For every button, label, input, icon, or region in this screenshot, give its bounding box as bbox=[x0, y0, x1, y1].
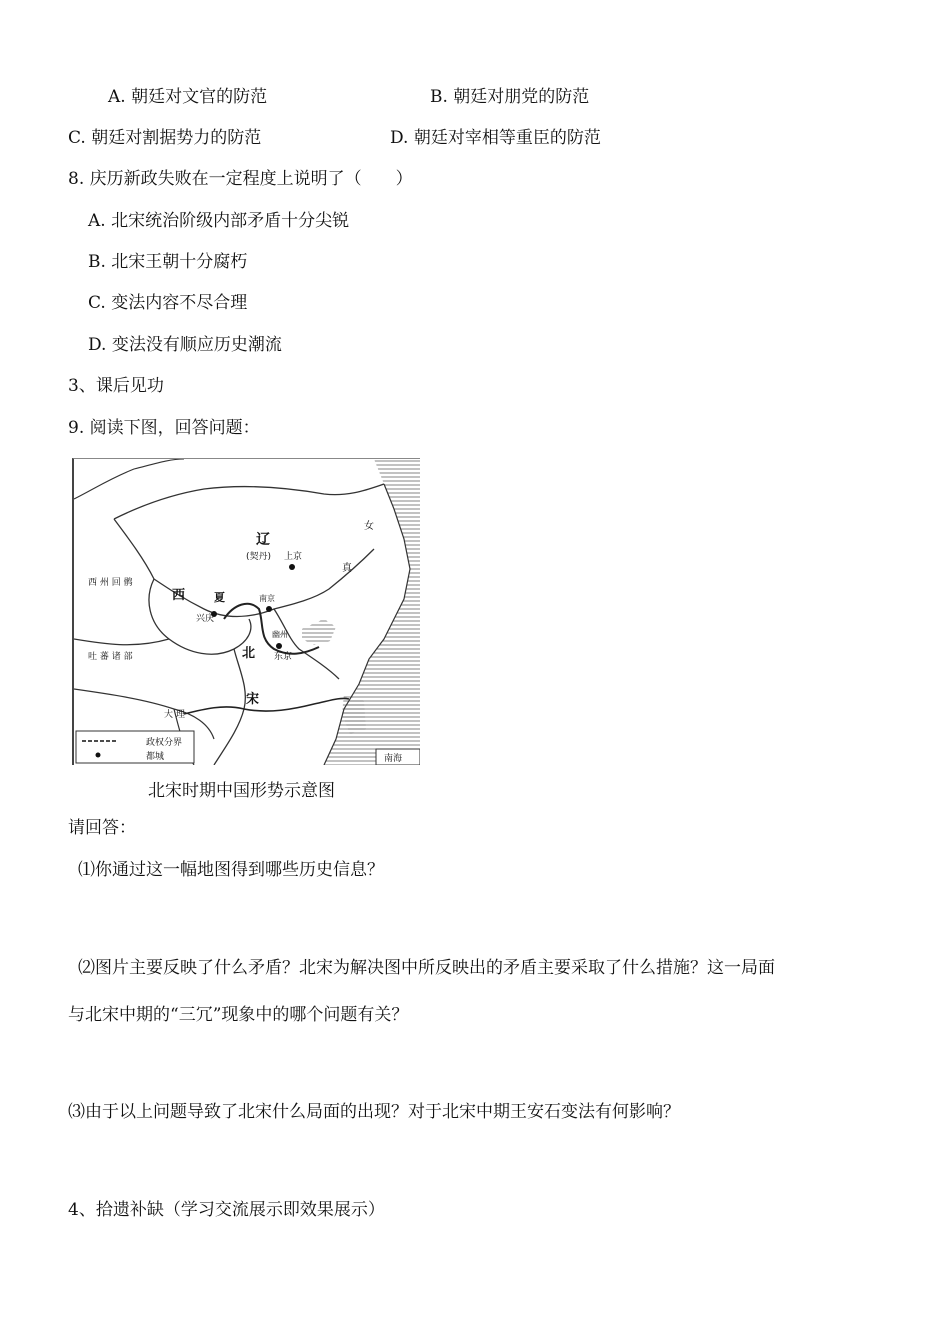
q9-prompt: 请回答： bbox=[68, 818, 136, 838]
q8-option-b: B. 北宋王朝十分腐朽 bbox=[88, 252, 248, 272]
label-nanjing: 南京 bbox=[259, 594, 275, 603]
label-dongjing: 东京 bbox=[274, 652, 293, 662]
q9-stem: 9. 阅读下图，回答问题： bbox=[68, 418, 260, 438]
label-bei: 北 bbox=[242, 646, 256, 661]
liao-border bbox=[114, 484, 384, 617]
label-xingqing: 兴庆 bbox=[196, 614, 215, 624]
sea-area bbox=[324, 459, 420, 765]
label-xi: 西 bbox=[172, 588, 186, 603]
legend-capital-dot bbox=[96, 753, 101, 758]
q9-sub2-line2: 与北宋中期的“三冗”现象中的哪个问题有关？ bbox=[68, 1005, 409, 1025]
q7-option-c: C. 朝廷对割据势力的防范 bbox=[68, 128, 262, 148]
shangjing-capital bbox=[289, 564, 295, 570]
section-3-heading: 3、课后见功 bbox=[68, 376, 164, 396]
label-xia: 夏 bbox=[214, 591, 225, 604]
label-tubo: 吐 蕃 诸 部 bbox=[88, 652, 133, 662]
bohai-sea bbox=[302, 619, 336, 645]
dongjing-capital bbox=[276, 643, 282, 649]
q9-sub3: ⑶由于以上问题导致了北宋什么局面的出现？对于北宋中期王安石变法有何影响？ bbox=[68, 1102, 680, 1122]
north-border bbox=[74, 459, 184, 499]
q7-option-d: D. 朝廷对宰相等重臣的防范 bbox=[390, 128, 601, 148]
legend-border-text: 政权分界 bbox=[146, 738, 183, 748]
q9-sub1: ⑴你通过这一幅地图得到哪些历史信息？ bbox=[78, 860, 384, 880]
label-liao: 辽 bbox=[256, 532, 270, 548]
legend-capital-text: 都城 bbox=[146, 752, 165, 762]
label-nu: 女 bbox=[364, 521, 374, 532]
label-zhen: 真 bbox=[342, 563, 352, 574]
q7-option-b: B. 朝廷对朋党的防范 bbox=[430, 87, 590, 107]
yangtze-river bbox=[184, 698, 349, 714]
label-youzhou: 幽州 bbox=[272, 630, 288, 639]
nanjing-capital bbox=[266, 606, 272, 612]
q8-option-d: D. 变法没有顺应历史潮流 bbox=[88, 335, 282, 355]
northern-song-map bbox=[72, 458, 420, 765]
map-caption: 北宋时期中国形势示意图 bbox=[148, 781, 335, 801]
q8-option-c: C. 变法内容不尽合理 bbox=[88, 293, 248, 313]
label-song: 宋 bbox=[246, 692, 260, 707]
label-dali: 大 理 bbox=[164, 710, 185, 720]
label-shangjing: 上京 bbox=[284, 552, 303, 562]
label-xizhou: 西 州 回 鹘 bbox=[88, 578, 133, 588]
section-4-heading: 4、拾遗补缺（学习交流展示即效果展示） bbox=[68, 1200, 385, 1220]
q8-stem: 8. 庆历新政失败在一定程度上说明了（ ） bbox=[68, 169, 413, 189]
q9-sub2-line1: ⑵图片主要反映了什么矛盾？北宋为解决图中所反映出的矛盾主要采取了什么措施？这一局面 bbox=[78, 958, 775, 978]
label-qidan: (契丹) bbox=[246, 552, 272, 562]
corner-label: 南海 bbox=[384, 754, 403, 764]
q7-option-a: A. 朝廷对文官的防范 bbox=[108, 87, 268, 107]
q8-option-a: A. 北宋统治阶级内部矛盾十分尖锐 bbox=[88, 211, 350, 231]
